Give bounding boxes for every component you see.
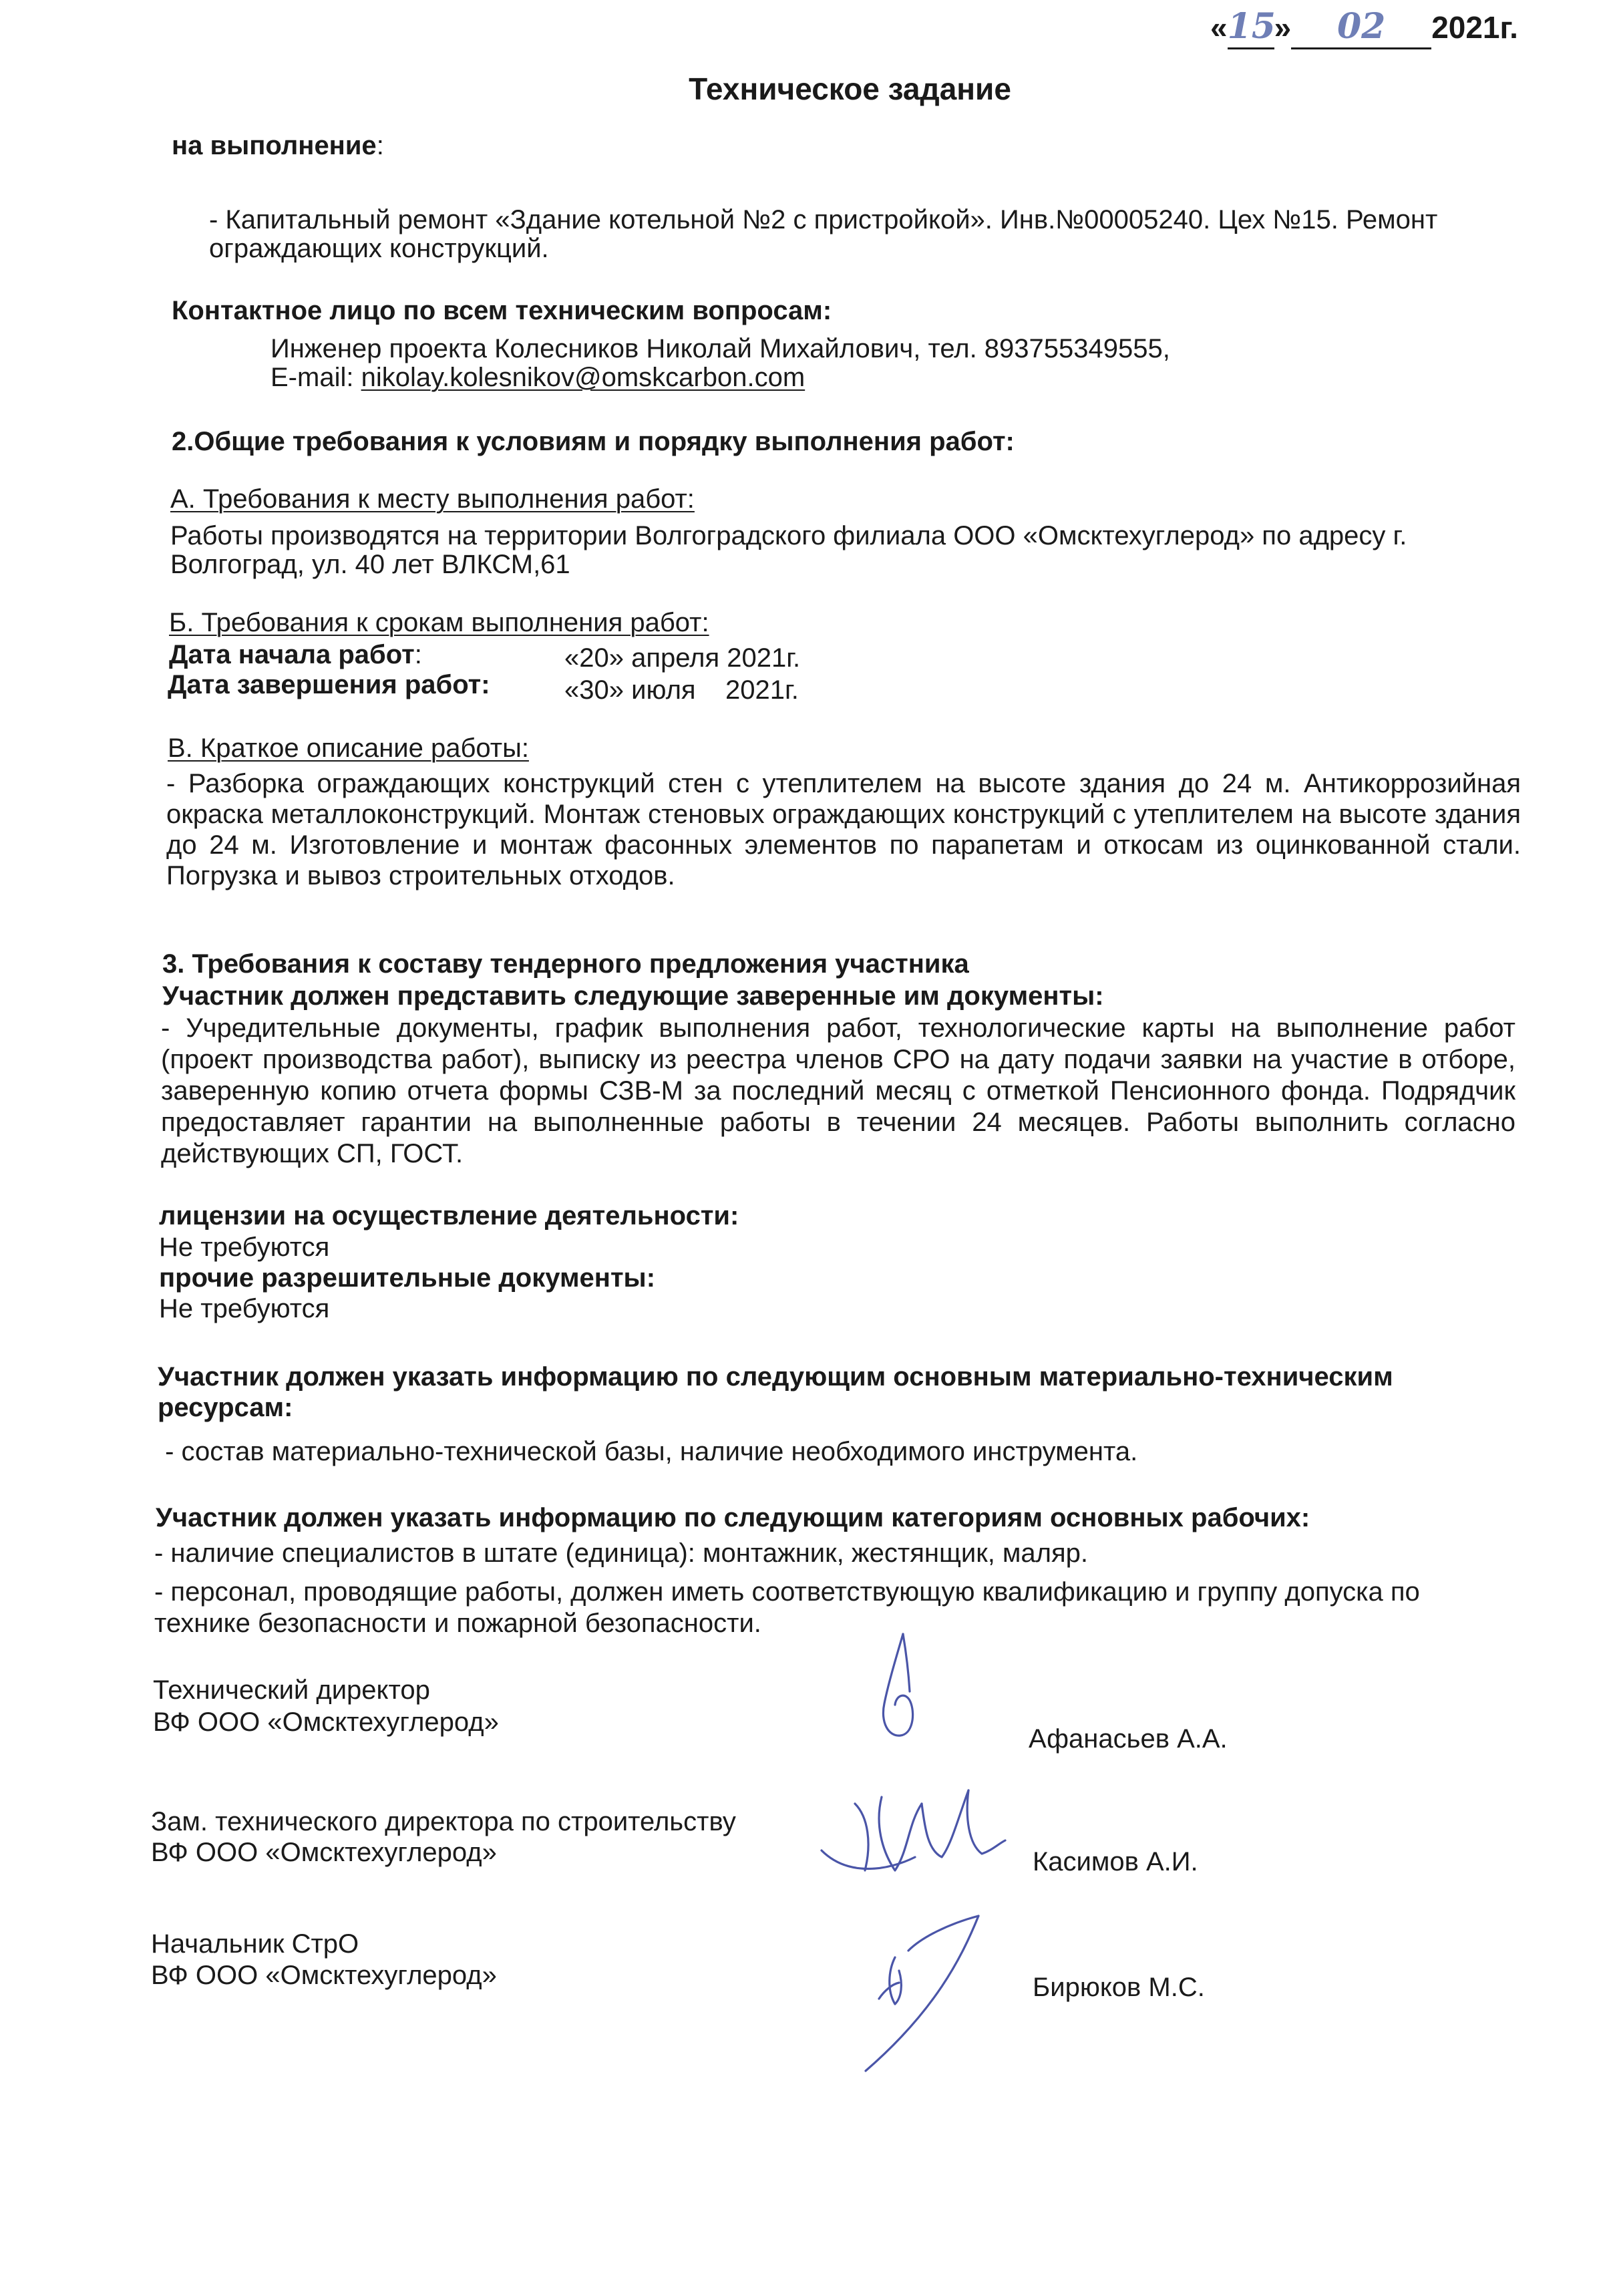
start-date-label: [169, 638, 422, 671]
permits-value: Не требуются: [159, 1294, 330, 1323]
signer3-role-line2: ВФ ООО «Омсктехуглерод»: [151, 1961, 497, 1990]
start-date-label-text: Дата начала работ: [169, 640, 415, 669]
date-year: 2021г.: [1431, 10, 1518, 45]
signer2-name: Касимов А.И.: [1033, 1847, 1198, 1876]
signer1-signature: [862, 1630, 942, 1750]
licenses-label: лицензии на осуществление деятельности:: [159, 1201, 739, 1231]
section2-a-heading: А. Требования к месту выполнения работ:: [170, 484, 695, 514]
end-date-value: «30» июля 2021г.: [564, 675, 799, 705]
date-open-quote: «: [1210, 10, 1228, 45]
contact-email-link[interactable]: nikolay.kolesnikov@omskcarbon.com: [361, 363, 806, 392]
signer3-name: Бирюков М.С.: [1033, 1973, 1205, 2002]
intro-label-colon: :: [376, 131, 384, 160]
section2-c-heading: В. Краткое описание работы:: [168, 733, 529, 763]
signer2-signature: [808, 1777, 1009, 1891]
contact-email-label: E-mail:: [271, 363, 361, 392]
resources-item: - состав материально-технической базы, наличие необходимого инструмента.: [158, 1437, 1138, 1466]
workers-item2-line1: - персонал, проводящие работы, должен иметь соответствующую квалификацию и группу допуска по: [154, 1577, 1420, 1607]
signer2-role-line2: ВФ ООО «Омсктехуглерод»: [151, 1838, 497, 1867]
signer3-role-line1: Начальник СтрО: [151, 1929, 359, 1959]
resources-heading: Участник должен указать информацию по следующим основным материально-техническим ресурсам:: [158, 1362, 1393, 1422]
permits-label: прочие разрешительные документы:: [159, 1263, 656, 1293]
section3-docs-text: - Учредительные документы, график выполнения работ, технологические карты на выполнение работ (проект производства работ), выписку из реестра членов СРО на дату подачи заявки на участие в отборе, заверенную копию отчета формы СЗВ-М за последний месяц с отметкой Пенсионного фонда. Подрядчик предоставляет гарантии на выполненные работы в течении 24 месяцев. Работы выполнить согласно действующих СП, ГОСТ.: [161, 1013, 1515, 1168]
intro-item-line1: - Капитальный ремонт «Здание котельной №2 с пристройкой». Инв.№00005240. Цех №15. Ремонт: [209, 205, 1438, 234]
start-date-label-colon: :: [414, 640, 422, 669]
contact-engineer: Инженер проекта Колесников Николай Михайлович, тел. 893755349555,: [271, 334, 1170, 363]
workers-item2-line2: технике безопасности и пожарной безопасности.: [154, 1609, 761, 1638]
signer1-name: Афанасьев А.А.: [1029, 1724, 1228, 1754]
workers-heading: Участник должен указать информацию по следующим категориям основных рабочих:: [156, 1503, 1310, 1532]
signer2-role-line1: Зам. технического директора по строительству: [151, 1807, 736, 1836]
signer1-role-line2: ВФ ООО «Омсктехуглерод»: [153, 1707, 499, 1737]
section3-subheading: Участник должен представить следующие заверенные им документы:: [162, 981, 1104, 1011]
date-day-handwritten: 15: [1227, 6, 1276, 47]
contact-heading: Контактное лицо по всем техническим вопросам:: [172, 296, 832, 325]
intro-label-text: на выполнение: [172, 131, 377, 160]
document-date: [1210, 7, 1518, 49]
date-day-field: [1228, 7, 1274, 49]
section2-b-heading: Б. Требования к срокам выполнения работ:: [169, 608, 709, 637]
section2-heading: 2.Общие требования к условиям и порядку выполнения работ:: [172, 427, 1015, 456]
contact-email-line: [271, 361, 805, 394]
section2-a-line1: Работы производятся на территории Волгоградского филиала ООО «Омсктехуглерод» по адресу г.: [170, 521, 1407, 550]
document-title: Техническое задание: [689, 71, 1011, 106]
intro-item-line2: ограждающих конструкций.: [209, 234, 549, 263]
signer1-role-line1: Технический директор: [153, 1675, 430, 1705]
intro-label: [172, 129, 384, 162]
start-date-value: «20» апреля 2021г.: [564, 643, 801, 673]
section3-heading: 3. Требования к составу тендерного предложения участника: [162, 949, 969, 979]
workers-item1: - наличие специалистов в штате (единица): монтажник, жестянщик, маляр.: [154, 1538, 1089, 1568]
date-month-handwritten: 02: [1337, 6, 1386, 47]
licenses-value: Не требуются: [159, 1233, 330, 1262]
end-date-label: Дата завершения работ:: [168, 670, 490, 699]
section2-c-text: - Разборка ограждающих конструкций стен с утеплителем на высоте здания до 24 м. Антикоррозийная окраска металлоконструкций. Монтаж стеновых ограждающих конструкций с утеплителем на высоте здания до 24 м. Изготовление и монтаж фасонных элементов по парапетам и откосам из оцинкованной стали. Погрузка и вывоз строительных отходов.: [166, 769, 1521, 890]
section2-a-line2: Волгоград, ул. 40 лет ВЛКСМ,61: [170, 550, 570, 579]
date-month-field: [1291, 7, 1431, 49]
date-mid-quote: »: [1274, 10, 1292, 45]
signer3-signature: [855, 1911, 989, 2078]
